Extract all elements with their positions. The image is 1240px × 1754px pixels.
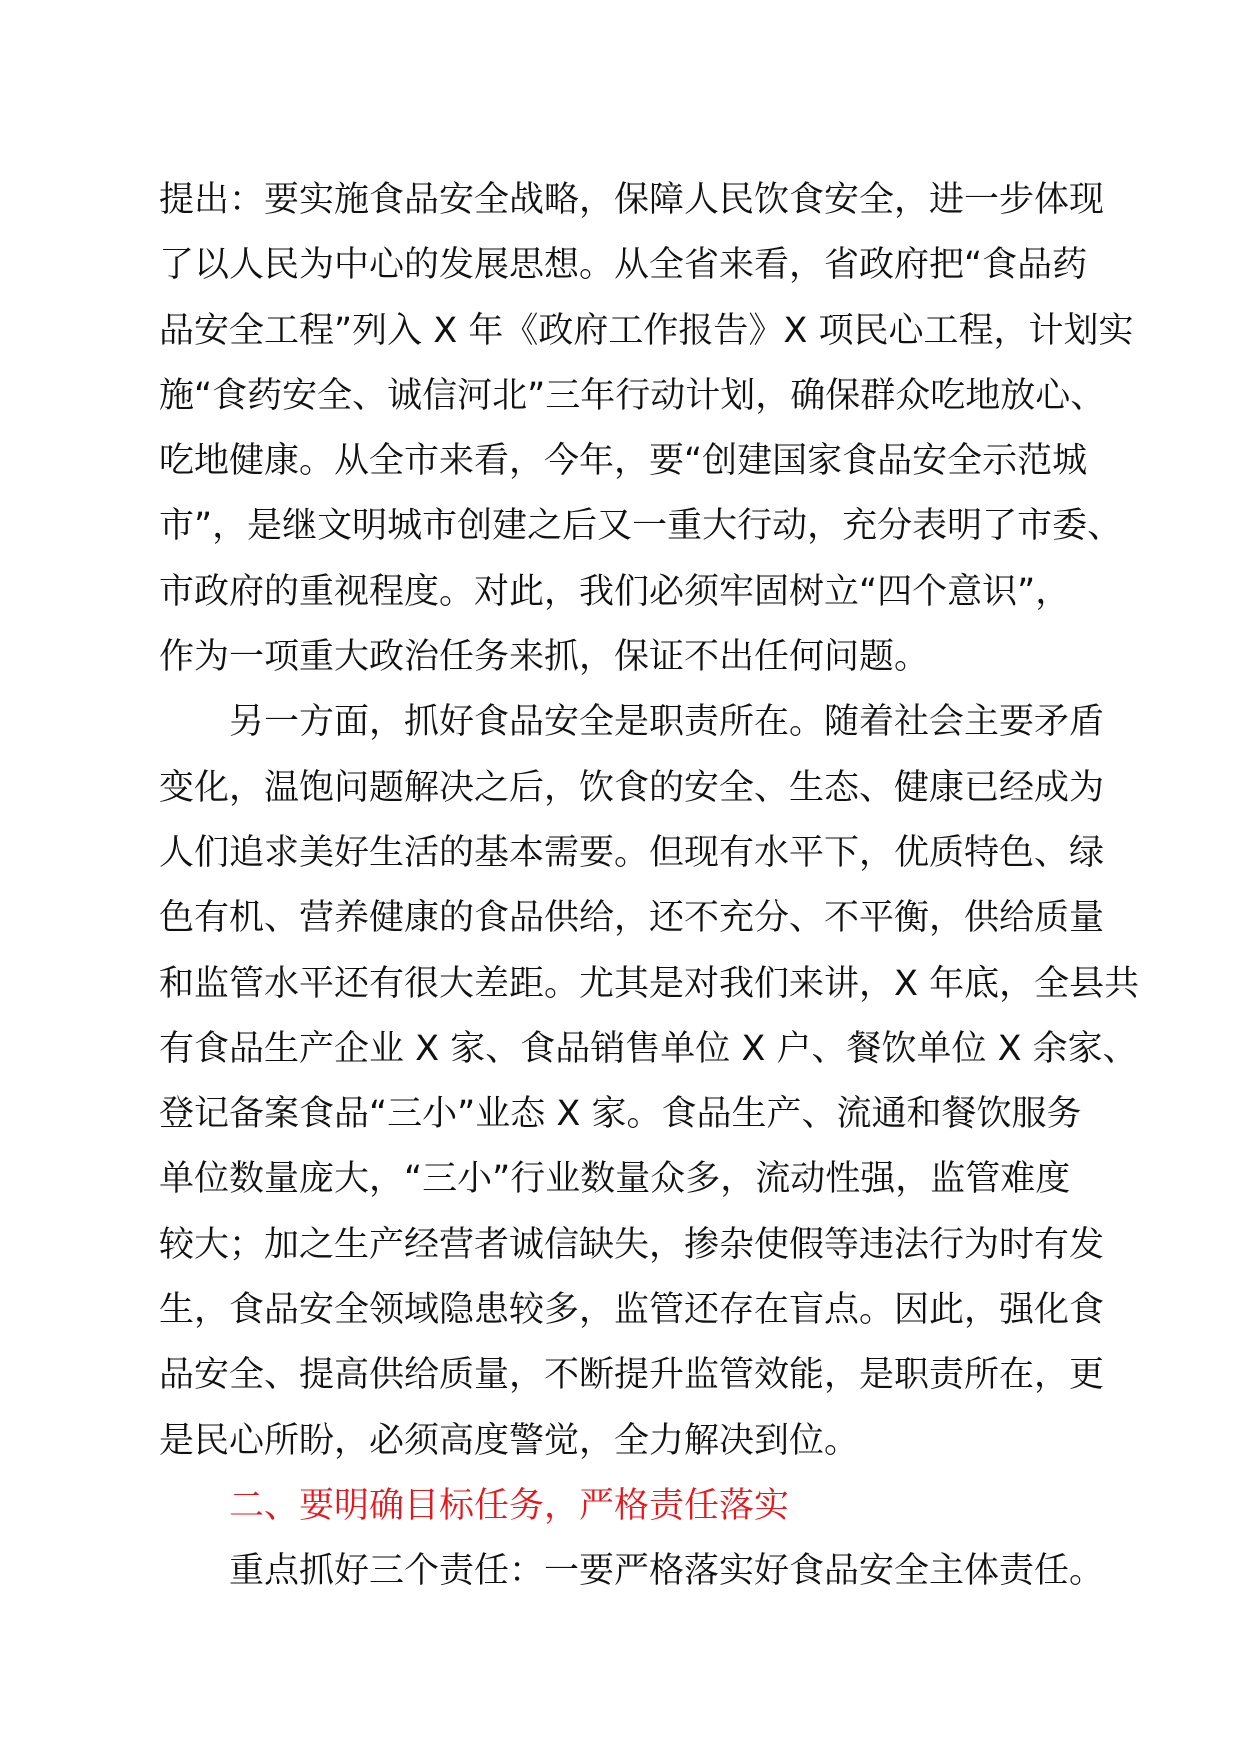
text-line: 另一方面，抓好食品安全是职责所在。随着社会主要矛盾 xyxy=(159,702,1105,743)
text-line: 变化，温饱问题解决之后，饮食的安全、生态、健康已经成为 xyxy=(159,767,1105,808)
text-line: 提出：要实施食品安全战略，保障人民饮食安全，进一步体现 xyxy=(159,180,1105,220)
text-line: 是民心所盼，必须高度警觉，全力解决到位。 xyxy=(159,1420,860,1461)
text-line: 较大；加之生产经营者诚信缺失，掺杂使假等违法行为时有发 xyxy=(159,1224,1105,1265)
text-line: 市”，是继文明城市创建之后又一重大行动，充分表明了市委、 xyxy=(159,506,1123,547)
text-line: 作为一项重大政治任务来抓，保证不出任何问题。 xyxy=(159,637,930,678)
text-line: 单位数量庞大，“三小”行业数量众多，流动性强，监管难度 xyxy=(159,1159,1071,1200)
text-line: 了以人民为中心的发展思想。从全省来看，省政府把“食品药 xyxy=(159,245,1088,286)
text-line: 色有机、营养健康的食品供给，还不充分、不平衡，供给质量 xyxy=(159,898,1105,939)
section-heading: 二、要明确目标任务，严格责任落实 xyxy=(159,1485,790,1526)
text-line: 和监管水平还有很大差距。尤其是对我们来讲，X 年底，全县共 xyxy=(159,963,1140,1004)
text-line: 登记备案食品“三小”业态 X 家。食品生产、流通和餐饮服务 xyxy=(159,1094,1082,1135)
text-line: 品安全、提高供给质量，不断提升监管效能，是职责所在，更 xyxy=(159,1355,1105,1396)
text-line: 人们追求美好生活的基本需要。但现有水平下，优质特色、绿 xyxy=(159,832,1105,873)
text-line: 重点抓好三个责任：一要严格落实好食品安全主体责任。 xyxy=(159,1551,1105,1592)
text-line: 施“食药安全、诚信河北”三年行动计划，确保群众吃地放心、 xyxy=(159,375,1106,416)
text-line: 有食品生产企业 X 家、食品销售单位 X 户、餐饮单位 X 余家、 xyxy=(159,1028,1138,1069)
text-line: 市政府的重视程度。对此，我们必须牢固树立“四个意识”， xyxy=(159,571,1071,612)
text-line: 品安全工程”列入 X 年《政府工作报告》X 项民心工程，计划实 xyxy=(159,310,1134,351)
text-line: 吃地健康。从全市来看，今年，要“创建国家食品安全示范城 xyxy=(159,441,1088,482)
text-line: 生，食品安全领域隐患较多，监管还存在盲点。因此，强化食 xyxy=(159,1290,1105,1331)
document-body xyxy=(159,168,1140,1605)
